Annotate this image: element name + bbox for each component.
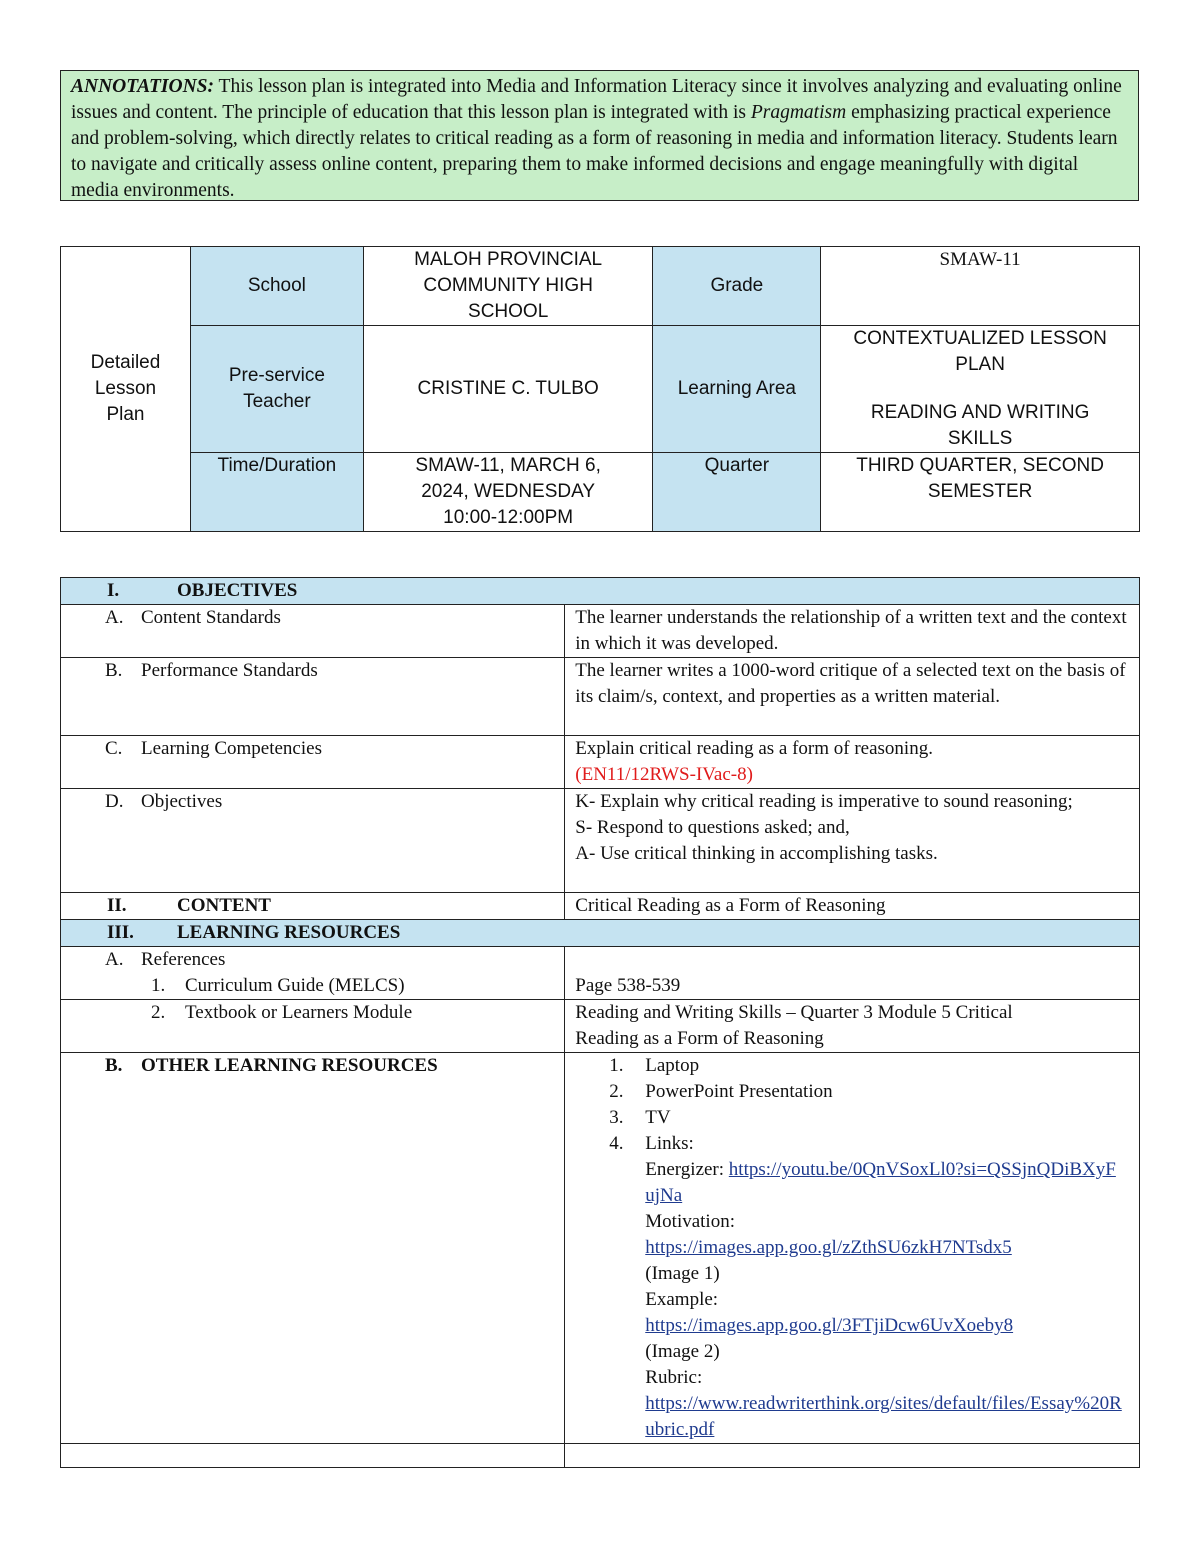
table-row bbox=[61, 947, 1140, 1000]
textbook-value: Reading and Writing Skills – Quarter 3 Module 5 Critical Reading as a Form of Reasoning bbox=[565, 1000, 1140, 1053]
section-numeral: I. bbox=[107, 580, 120, 601]
row-value: The learner writes a 1000-word critique of a selected text on the basis of its claim/s, context, and properties as a written material. bbox=[565, 658, 1140, 736]
energizer-label: Energizer: bbox=[645, 1159, 725, 1180]
row-letter: A. bbox=[105, 607, 124, 628]
grade-value: SMAW-11 bbox=[821, 247, 1140, 326]
annotation-box bbox=[60, 70, 1139, 201]
teacher-value: CRISTINE C. TULBO bbox=[363, 326, 653, 453]
row-label: Content Standards bbox=[141, 607, 281, 628]
item-number: 1. bbox=[151, 975, 166, 996]
row-label: Performance Standards bbox=[141, 660, 318, 681]
area-value-line-1: CONTEXTUALIZED LESSON PLAN bbox=[853, 328, 1107, 375]
objective-knowledge: K- Explain why critical reading is imperative to sound reasoning; bbox=[575, 791, 1073, 812]
school-value: MALOH PROVINCIAL COMMUNITY HIGH SCHOOL bbox=[363, 247, 653, 326]
other-resources-list bbox=[565, 1053, 1140, 1444]
competency-text: Explain critical reading as a form of reasoning. bbox=[575, 738, 933, 759]
energizer-link[interactable]: https://youtu.be/0QnVSoxLl0?si=QSSjnQDiBXyFujNa bbox=[645, 1159, 1116, 1206]
row-label: Objectives bbox=[141, 791, 223, 812]
row-letter: A. bbox=[105, 949, 124, 970]
table-row bbox=[61, 1053, 1140, 1444]
area-value bbox=[821, 326, 1140, 453]
table-row bbox=[61, 1000, 1140, 1053]
row-label: Learning Competencies bbox=[141, 738, 322, 759]
annotation-text-2: emphasizing practical experience and problem-solving, which directly relates to critical reading as a form of reasoning in media and information literacy. Students learn to navigate and critically assess online content, preparing them to make informed decisions and engage meaningfully with digital media environments. bbox=[71, 102, 1118, 201]
curriculum-guide-value: Page 538-539 bbox=[565, 947, 1140, 1000]
table-row-empty bbox=[61, 1444, 1140, 1468]
quarter-label: Quarter bbox=[653, 453, 821, 532]
example-link[interactable]: https://images.app.goo.gl/3FTjiDcw6UvXoeby8 bbox=[645, 1315, 1014, 1336]
row-letter: B. bbox=[105, 660, 123, 681]
content-value: Critical Reading as a Form of Reasoning bbox=[565, 893, 1140, 920]
example-note: (Image 2) bbox=[645, 1341, 720, 1362]
school-label: School bbox=[190, 247, 363, 326]
annotation-emphasis: Pragmatism bbox=[750, 102, 847, 123]
table-row bbox=[61, 789, 1140, 893]
objective-skill: S- Respond to questions asked; and, bbox=[575, 817, 850, 838]
teacher-label: Pre-service Teacher bbox=[190, 326, 363, 453]
table-row bbox=[61, 605, 1140, 658]
objective-attitude: A- Use critical thinking in accomplishing tasks. bbox=[575, 843, 938, 864]
section-numeral: II. bbox=[107, 895, 127, 916]
row-value bbox=[565, 736, 1140, 789]
textbook-label: Textbook or Learners Module bbox=[185, 1002, 413, 1023]
row-letter: D. bbox=[105, 791, 124, 812]
section-row-content bbox=[61, 893, 1140, 920]
row-value bbox=[565, 789, 1140, 893]
section-row-objectives bbox=[61, 578, 1140, 605]
time-value: SMAW-11, MARCH 6, 2024, WEDNESDAY 10:00-12:00PM bbox=[363, 453, 653, 532]
motivation-link[interactable]: https://images.app.goo.gl/zZthSU6zkH7NTsdx5 bbox=[645, 1237, 1012, 1258]
table-row bbox=[61, 736, 1140, 789]
grade-label: Grade bbox=[653, 247, 821, 326]
area-value-line-2: READING AND WRITING SKILLS bbox=[870, 402, 1090, 449]
area-label: Learning Area bbox=[653, 326, 821, 453]
row-letter: C. bbox=[105, 738, 123, 759]
quarter-value: THIRD QUARTER, SECOND SEMESTER bbox=[821, 453, 1140, 532]
table-row bbox=[61, 658, 1140, 736]
other-resources-label: OTHER LEARNING RESOURCES bbox=[141, 1055, 438, 1076]
list-item: 1. Laptop bbox=[609, 1055, 700, 1076]
plan-label: Detailed Lesson Plan bbox=[61, 247, 191, 532]
lesson-plan-table bbox=[60, 577, 1140, 1468]
motivation-label: Motivation: bbox=[645, 1211, 735, 1232]
time-label: Time/Duration bbox=[190, 453, 363, 532]
rubric-label: Rubric: bbox=[645, 1367, 703, 1388]
item-number: 2. bbox=[151, 1002, 166, 1023]
row-value: The learner understands the relationship of a written text and the context in which it was developed. bbox=[565, 605, 1140, 658]
section-title: LEARNING RESOURCES bbox=[177, 922, 401, 943]
row-letter: B. bbox=[105, 1055, 123, 1076]
section-title: CONTENT bbox=[177, 895, 271, 916]
competency-code: (EN11/12RWS-IVac-8) bbox=[575, 764, 753, 785]
example-label: Example: bbox=[645, 1289, 719, 1310]
rubric-link[interactable]: https://www.readwriterthink.org/sites/default/files/Essay%20Rubric.pdf bbox=[645, 1393, 1122, 1440]
list-item: 2. PowerPoint Presentation bbox=[609, 1081, 833, 1102]
annotation-lead: ANNOTATIONS: bbox=[71, 76, 215, 97]
section-numeral: III. bbox=[107, 922, 134, 943]
list-item: 4. Links: Energizer: https://youtu.be/0QnVSoxLl0?si=QSSjnQDiBXyFujNa Motivation: https://images.app.goo.gl/zZthSU6zkH7NTsdx5 (Image 1) Example: https://images.app.goo.gl/3FTjiDcw6UvXoeby8 (Image 2) Rubric: https://www.readwriterthink.org/sites/default/files/Essay%20Rubric.pdf bbox=[645, 1131, 1129, 1443]
section-title: OBJECTIVES bbox=[177, 580, 298, 601]
annotation-text-1: This lesson plan is integrated into Media and Information Literacy since it involves analyzing and evaluating online issues and content. The principle of education that this lesson plan is integrated with is bbox=[71, 76, 1122, 123]
section-row-resources bbox=[61, 920, 1140, 947]
references-label: References bbox=[141, 949, 226, 970]
list-item: 3. TV bbox=[609, 1107, 671, 1128]
lesson-header-table bbox=[60, 246, 1140, 532]
motivation-note: (Image 1) bbox=[645, 1263, 720, 1284]
curriculum-guide-label: Curriculum Guide (MELCS) bbox=[185, 975, 405, 996]
